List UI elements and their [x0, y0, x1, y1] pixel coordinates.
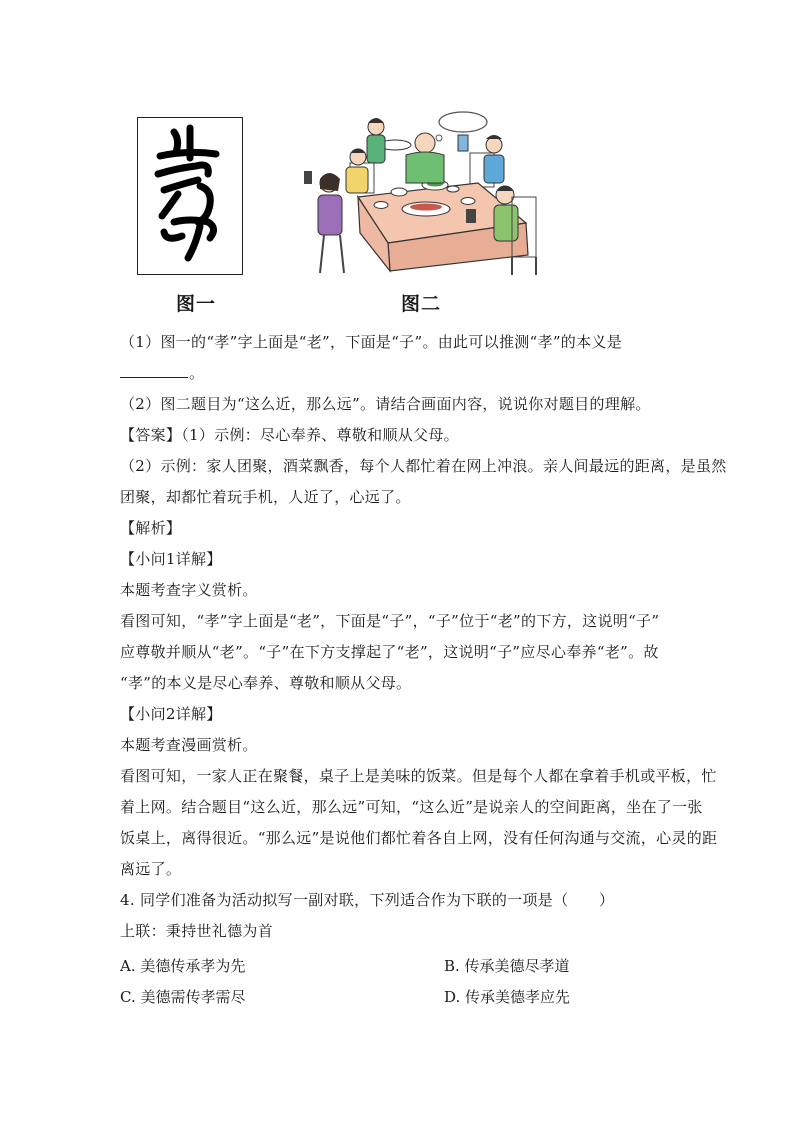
seal-script-xiao-icon — [138, 118, 241, 273]
sub-1-line-2: 看图可知，“孝”字上面是“老”，下面是“子”，“子”位于“老”的下方，这说明“子” — [120, 612, 660, 630]
question-2-text: （2）图二题目为“这么近，那么远”。请结合画面内容，说说你对题目的理解。 — [120, 395, 651, 413]
option-c: C. 美德需传孝需尽 — [120, 988, 246, 1006]
question-4-stem: 4. 同学们准备为活动拟写一副对联，下列适合作为下联的一项是（ ） — [120, 891, 615, 909]
sub-1-line-4: “孝”的本义是尽心奉养、尊敬和顺从父母。 — [120, 674, 412, 692]
option-d: D. 传承美德孝应先 — [444, 988, 571, 1006]
figure-1-caption: 图一 — [176, 293, 217, 315]
analysis-heading: 【解析】 — [120, 519, 182, 537]
answer-line-1: 【答案】（1）示例：尽心奉养、尊敬和顺从父母。 — [120, 426, 459, 444]
sub-2-line-4: 饭桌上，离得很近。“那么远”是说他们都忙着各自上网，没有任何沟通与交流，心灵的距 — [120, 829, 718, 847]
figure-2-caption: 图二 — [401, 293, 442, 315]
sub-question-2-heading: 【小问2详解】 — [120, 705, 222, 723]
sub-1-line-3: 应尊敬并顺从“老”。“子”在下方支撑起了“老”，这说明“子”应尽心奉养“老”。故 — [120, 643, 659, 661]
question-1-text: （1）图一的“孝”字上面是“老”，下面是“子”。由此可以推测“孝”的本义是 — [120, 333, 622, 351]
family-dinner-cartoon — [298, 105, 548, 280]
sub-1-line-1: 本题考查字义赏析。 — [120, 581, 258, 599]
sub-2-line-5: 离远了。 — [120, 860, 182, 878]
answer-line-3: 团聚，却都忙着玩手机，人近了，心远了。 — [120, 488, 411, 506]
sub-2-line-1: 本题考查漫画赏析。 — [120, 736, 258, 754]
option-b: B. 传承美德尽孝道 — [444, 957, 570, 975]
sub-question-1-heading: 【小问1详解】 — [120, 550, 222, 568]
sub-2-line-2: 看图可知，一家人正在聚餐，桌子上是美味的饭菜。但是每个人都在拿着手机或平板，忙 — [120, 767, 717, 785]
sub-2-line-3: 着上网。结合题目“这么近，那么远”可知，“这么近”是说亲人的空间距离，坐在了一张 — [120, 798, 703, 816]
answer-line-2: （2）示例：家人团聚，酒菜飘香，每个人都忙着在网上冲浪。亲人间最远的距离，是虽然 — [120, 457, 727, 475]
upper-couplet: 上联：秉持世礼德为首 — [120, 922, 274, 940]
seal-character-figure — [137, 117, 243, 275]
question-1-end: 。 — [189, 364, 205, 382]
question-1-answer-blank — [120, 363, 204, 383]
fill-blank-line — [120, 363, 188, 378]
option-a: A. 美德传承孝为先 — [120, 957, 246, 975]
